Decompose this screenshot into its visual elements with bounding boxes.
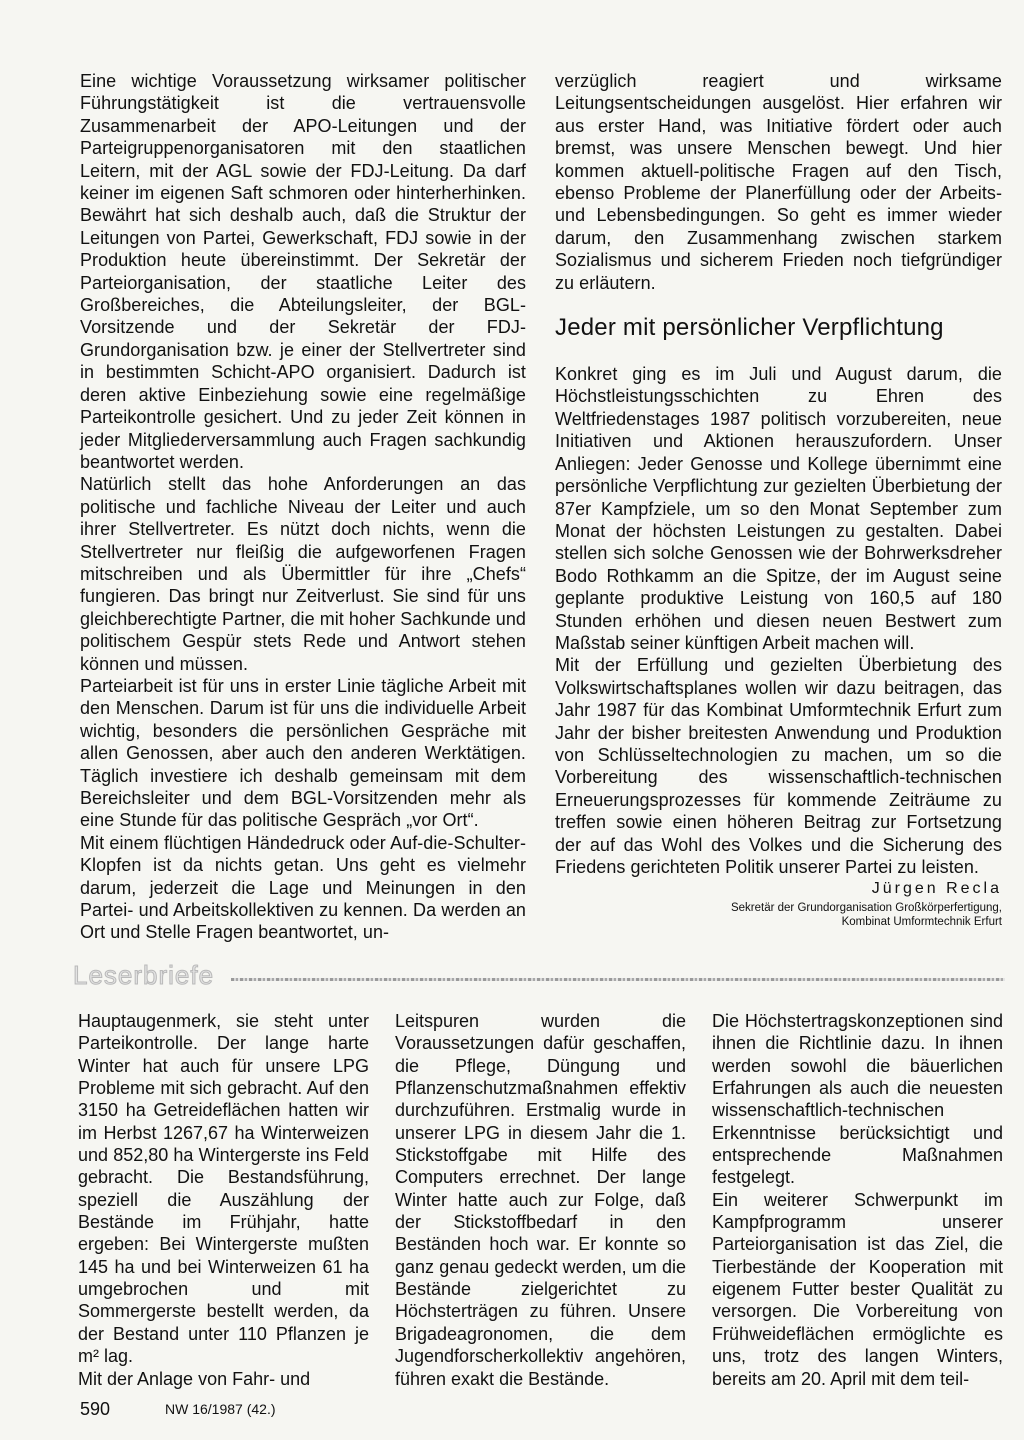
letter-column-2 xyxy=(395,1010,686,1390)
section-divider xyxy=(231,978,1005,981)
article-paragraph: Parteiarbeit ist für uns in erster Linie tägliche Arbeit mit den Menschen. Darum ist für uns die individuelle Arbeit wichtig, besonders die persönlichen Gespräche mit allen Genossen, aber auch den anderen Werktätigen. Täglich investiere ich deshalb gemeinsam mit dem Bereichsleiter und dem BGL-Vorsitzenden mehr als eine Stunde für das politische Gespräch „vor Ort“. xyxy=(80,675,526,831)
article-paragraph: Natürlich stellt das hohe Anforderungen an das politische und fachliche Niveau der Leiter und auch ihrer Stellvertreter. Es nützt doch nichts, wenn die Stellvertreter nur fleißig die aufgeworfenen Fragen mitschreiben und als Übermittler für ihre „Chefs“ fungieren. Das bringt nur Zeitverlust. Sie sind für uns gleichberechtigte Partner, die mit hoher Sachkunde und politischem Gespür stets Rede und Antwort stehen können und müssen. xyxy=(80,474,526,674)
section-label: Leserbriefe xyxy=(73,960,215,990)
article-paragraph: Mit der Erfüllung und gezielten Überbietung des Volkswirtschaftsplanes wollen wir dazu beitragen, das Jahr 1987 für das Kombinat Umformtechnik Erfurt zum Jahr der bisher breitesten Anwendung und Produktion von Schlüsseltechnologien zu machen, um so die Vorbereitung des wissenschaftlich-technischen Erneuerungsprozesses für kommende Zeiträume zu treffen sowie einen höheren Beitrag zur Fortsetzung der auf das Wohl des Volkes und die Sicherung des Friedens gerichteten Politik unserer Partei zu leisten. xyxy=(555,655,1002,877)
article-column-left xyxy=(80,70,526,944)
letter-paragraph: Hauptaugenmerk, sie steht unter Parteikontrolle. Der lange harte Winter hat auch für unsere LPG Probleme mit sich gebracht. Auf den 3150 ha Getreideflächen hatten wir im Herbst 1267,67 ha Winterweizen und 852,80 ha Wintergerste ins Feld gebracht. Die Bestandsführung, speziell die Auszählung der Bestände im Frühjahr, hatte ergeben: Bei Wintergerste mußten 145 ha und bei Winterweizen 61 ha umgebrochen und mit Sommergerste bestellt werden, da der Bestand unter 110 Pflanzen je m² lag. xyxy=(78,1011,369,1367)
author-name: Jürgen Recla xyxy=(871,880,1002,898)
issue-reference: NW 16/1987 (42.) xyxy=(165,1401,276,1417)
affiliation-line: Kombinat Umformtechnik Erfurt xyxy=(841,916,1002,929)
letter-paragraph: Die Höchstertragskonzeptionen sind ihnen die Richtlinie dazu. In ihnen werden sowohl die bäuerlichen Erfahrungen als auch die neuesten wissenschaftlich-technischen Erkenntnisse berücksichtigt und entsprechende Maßnahmen festgelegt. xyxy=(712,1011,1003,1188)
article-paragraph: Eine wichtige Voraussetzung wirksamer politischer Führungstätigkeit ist die vertrauensvolle Zusammenarbeit der APO-Leitungen und der Parteigruppenorganisatoren mit den staatlichen Leitern, mit der AGL sowie der FDJ-Leitung. Da darf keiner im eigenen Saft schmoren oder hinterherhinken. Bewährt hat sich deshalb auch, daß die Struktur der Leitungen von Partei, Gewerkschaft, FDJ sowie in der Produktion heute übereinstimmt. Der Sekretär der Parteiorganisation, der staatliche Leiter des Großbereiches, die Abteilungsleiter, der BGL-Vorsitzende und der Sekretär der FDJ-Grundorganisation bzw. je einer der Stellvertreter sind in bestimmten Schicht-APO organisiert. Dadurch ist deren aktive Einbeziehung sowie eine regelmäßige Parteikontrolle gesichert. Und zu jeder Zeit können in jeder Mitgliederversammlung auch Fragen sachkundig beantwortet werden. xyxy=(80,71,526,472)
letter-column-1 xyxy=(78,1010,369,1390)
letter-paragraph: Mit der Anlage von Fahr- und xyxy=(78,1368,311,1389)
section-heading: Jeder mit persönlicher Verpflichtung xyxy=(555,314,944,342)
letter-paragraph: Ein weiterer Schwerpunkt im Kampfprogramm unserer Parteiorganisation ist das Ziel, die Tierbestände der Kooperation mit eigenem Futter bester Qualität zu versorgen. Die Vorbereitung von Frühweideflächen ermöglichte es uns, trotz des langen Winters, bereits am 20. April mit dem teil- xyxy=(712,1189,1003,1389)
article-column-right xyxy=(555,70,1002,929)
article-paragraph: verzüglich reagiert und wirksame Leitungsentscheidungen ausgelöst. Hier erfahren wir aus erster Hand, was Initiative fördert oder auch bremst, was unsere Menschen bewegt. Und hier kommen aktuell-politische Fragen auf den Tisch, ebenso Probleme der Planerfüllung oder der Arbeits- und Lebensbedingungen. So geht es immer wieder darum, den Zusammenhang zwischen starkem Sozialismus und sicherem Frieden noch tiefgründiger zu erläutern. xyxy=(555,71,1002,293)
article-paragraph: Konkret ging es im Juli und August darum, die Höchstleistungsschichten zu Ehren des Weltfriedenstages 1987 politisch vorzubereiten, neue Initiativen und Aktionen herauszufordern. Unser Anliegen: Jeder Genosse und Kollege übernimmt eine persönliche Verpflichtung zur gezielten Überbietung der 87er Kampfziele, um so den Monat September zum Monat der höchsten Leistungen zu gestalten. Dabei stellen sich solche Genossen wie der Bohrwerksdreher Bodo Rothkamm an die Spitze, der im August seine geplante produktive Leistung von 160,5 auf 180 Stunden erhöhen und diesen neuen Bestwert zum Maßstab seiner künftigen Arbeit machen will. xyxy=(555,364,1002,653)
affiliation-line: Sekretär der Grundorganisation Großkörperfertigung, xyxy=(730,902,1002,915)
page-number: 590 xyxy=(80,1399,111,1419)
letter-column-3 xyxy=(712,1010,1003,1390)
letter-paragraph: Leitspuren wurden die Voraussetzungen dafür geschaffen, die Pflege, Düngung und Pflanzenschutzmaßnahmen effektiv durchzuführen. Erstmalig wurde in unserer LPG in diesem Jahr die 1. Stickstoffgabe mit Hilfe des Computers errechnet. Der lange Winter hatte auch zur Folge, daß der Stickstoffbedarf in den Beständen hoch war. Er konnte so ganz genau gedeckt werden, um die Bestände zielgerichtet zu Höchsterträgen zu führen. Unsere Brigadeagronomen, die dem Jugendforscherkollektiv angehören, führen exakt die Bestände. xyxy=(395,1011,686,1389)
leserbriefe-section-bar xyxy=(73,960,1005,990)
article-paragraph: Mit einem flüchtigen Händedruck oder Auf-die-Schulter-Klopfen ist da nichts getan. Uns geht es vielmehr darum, jederzeit die Lage und Meinungen in den Partei- und Arbeitskollektiven zu kennen. Da werden an Ort und Stelle Fragen beantwortet, un- xyxy=(80,832,526,943)
author-affiliation xyxy=(555,901,1002,929)
